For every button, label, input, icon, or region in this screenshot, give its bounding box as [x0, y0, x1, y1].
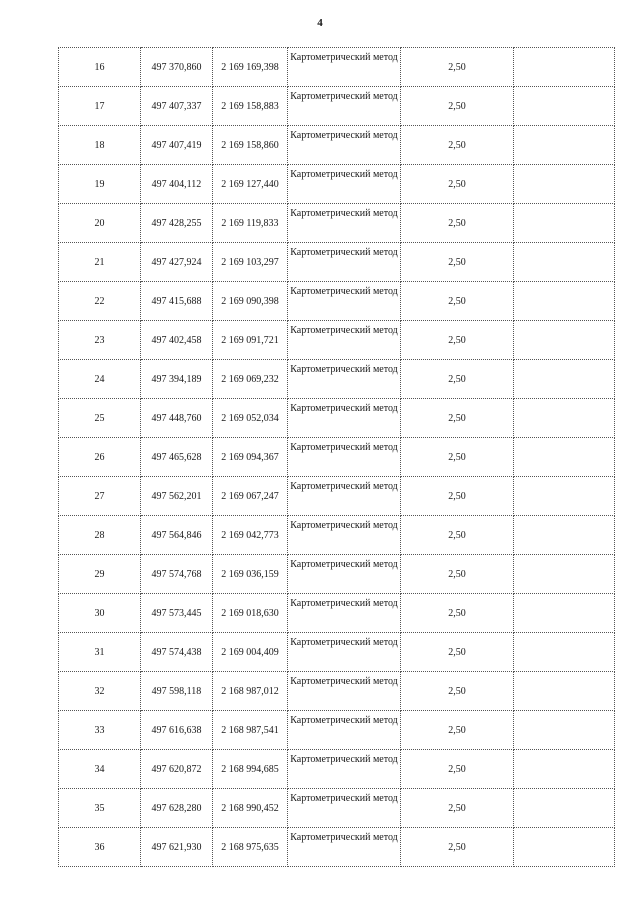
x-coordinate-cell: 497 427,924	[141, 243, 213, 282]
table-row	[59, 87, 615, 126]
method-cell: Картометрический метод	[288, 438, 401, 477]
precision-cell: 2,50	[401, 789, 514, 828]
table-row	[59, 243, 615, 282]
method-cell: Картометрический метод	[288, 555, 401, 594]
point-number-cell: 21	[59, 243, 141, 282]
x-coordinate-cell: 497 370,860	[141, 48, 213, 87]
method-cell: Картометрический метод	[288, 828, 401, 867]
point-number-cell: 29	[59, 555, 141, 594]
table-row	[59, 633, 615, 672]
method-cell: Картометрический метод	[288, 789, 401, 828]
x-coordinate-cell: 497 407,419	[141, 126, 213, 165]
x-coordinate-cell: 497 574,438	[141, 633, 213, 672]
point-number-cell: 18	[59, 126, 141, 165]
x-coordinate-cell: 497 562,201	[141, 477, 213, 516]
x-coordinate-cell: 497 564,846	[141, 516, 213, 555]
point-number-cell: 27	[59, 477, 141, 516]
note-cell	[514, 750, 615, 789]
point-number-cell: 23	[59, 321, 141, 360]
note-cell	[514, 516, 615, 555]
x-coordinate-cell: 497 621,930	[141, 828, 213, 867]
table-row	[59, 477, 615, 516]
y-coordinate-cell: 2 169 094,367	[213, 438, 288, 477]
precision-cell: 2,50	[401, 204, 514, 243]
table-row	[59, 750, 615, 789]
point-number-cell: 31	[59, 633, 141, 672]
y-coordinate-cell: 2 169 069,232	[213, 360, 288, 399]
x-coordinate-cell: 497 573,445	[141, 594, 213, 633]
x-coordinate-cell: 497 620,872	[141, 750, 213, 789]
x-coordinate-cell: 497 407,337	[141, 87, 213, 126]
y-coordinate-cell: 2 168 990,452	[213, 789, 288, 828]
table-row	[59, 165, 615, 204]
method-cell: Картометрический метод	[288, 399, 401, 438]
method-cell: Картометрический метод	[288, 126, 401, 165]
coordinates-table	[58, 47, 615, 867]
precision-cell: 2,50	[401, 516, 514, 555]
note-cell	[514, 789, 615, 828]
point-number-cell: 17	[59, 87, 141, 126]
table-row	[59, 516, 615, 555]
note-cell	[514, 321, 615, 360]
point-number-cell: 34	[59, 750, 141, 789]
x-coordinate-cell: 497 402,458	[141, 321, 213, 360]
method-cell: Картометрический метод	[288, 165, 401, 204]
precision-cell: 2,50	[401, 399, 514, 438]
point-number-cell: 36	[59, 828, 141, 867]
method-cell: Картометрический метод	[288, 204, 401, 243]
y-coordinate-cell: 2 168 987,541	[213, 711, 288, 750]
y-coordinate-cell: 2 169 036,159	[213, 555, 288, 594]
method-cell: Картометрический метод	[288, 516, 401, 555]
y-coordinate-cell: 2 169 119,833	[213, 204, 288, 243]
method-cell: Картометрический метод	[288, 87, 401, 126]
y-coordinate-cell: 2 169 018,630	[213, 594, 288, 633]
y-coordinate-cell: 2 169 090,398	[213, 282, 288, 321]
coordinates-table-body	[59, 48, 615, 867]
point-number-cell: 19	[59, 165, 141, 204]
table-row	[59, 282, 615, 321]
precision-cell: 2,50	[401, 750, 514, 789]
note-cell	[514, 360, 615, 399]
precision-cell: 2,50	[401, 165, 514, 204]
precision-cell: 2,50	[401, 321, 514, 360]
note-cell	[514, 633, 615, 672]
precision-cell: 2,50	[401, 594, 514, 633]
x-coordinate-cell: 497 465,628	[141, 438, 213, 477]
point-number-cell: 28	[59, 516, 141, 555]
point-number-cell: 32	[59, 672, 141, 711]
precision-cell: 2,50	[401, 828, 514, 867]
x-coordinate-cell: 497 415,688	[141, 282, 213, 321]
x-coordinate-cell: 497 394,189	[141, 360, 213, 399]
note-cell	[514, 672, 615, 711]
precision-cell: 2,50	[401, 477, 514, 516]
precision-cell: 2,50	[401, 633, 514, 672]
x-coordinate-cell: 497 598,118	[141, 672, 213, 711]
method-cell: Картометрический метод	[288, 750, 401, 789]
note-cell	[514, 282, 615, 321]
y-coordinate-cell: 2 169 052,034	[213, 399, 288, 438]
precision-cell: 2,50	[401, 672, 514, 711]
y-coordinate-cell: 2 169 067,247	[213, 477, 288, 516]
table-row	[59, 828, 615, 867]
y-coordinate-cell: 2 168 994,685	[213, 750, 288, 789]
method-cell: Картометрический метод	[288, 48, 401, 87]
precision-cell: 2,50	[401, 48, 514, 87]
precision-cell: 2,50	[401, 243, 514, 282]
note-cell	[514, 711, 615, 750]
method-cell: Картометрический метод	[288, 477, 401, 516]
page-number: 4	[317, 17, 323, 29]
point-number-cell: 33	[59, 711, 141, 750]
table-row	[59, 555, 615, 594]
method-cell: Картометрический метод	[288, 633, 401, 672]
point-number-cell: 16	[59, 48, 141, 87]
point-number-cell: 30	[59, 594, 141, 633]
note-cell	[514, 87, 615, 126]
method-cell: Картометрический метод	[288, 594, 401, 633]
note-cell	[514, 165, 615, 204]
precision-cell: 2,50	[401, 87, 514, 126]
y-coordinate-cell: 2 169 091,721	[213, 321, 288, 360]
y-coordinate-cell: 2 169 042,773	[213, 516, 288, 555]
point-number-cell: 20	[59, 204, 141, 243]
table-row	[59, 711, 615, 750]
table-row	[59, 204, 615, 243]
y-coordinate-cell: 2 169 158,860	[213, 126, 288, 165]
note-cell	[514, 555, 615, 594]
precision-cell: 2,50	[401, 711, 514, 750]
table-row	[59, 399, 615, 438]
note-cell	[514, 126, 615, 165]
x-coordinate-cell: 497 404,112	[141, 165, 213, 204]
method-cell: Картометрический метод	[288, 711, 401, 750]
table-row	[59, 438, 615, 477]
note-cell	[514, 438, 615, 477]
note-cell	[514, 204, 615, 243]
table-row	[59, 48, 615, 87]
note-cell	[514, 594, 615, 633]
note-cell	[514, 243, 615, 282]
y-coordinate-cell: 2 169 004,409	[213, 633, 288, 672]
precision-cell: 2,50	[401, 555, 514, 594]
table-row	[59, 789, 615, 828]
precision-cell: 2,50	[401, 126, 514, 165]
method-cell: Картометрический метод	[288, 282, 401, 321]
x-coordinate-cell: 497 628,280	[141, 789, 213, 828]
method-cell: Картометрический метод	[288, 321, 401, 360]
point-number-cell: 35	[59, 789, 141, 828]
x-coordinate-cell: 497 616,638	[141, 711, 213, 750]
note-cell	[514, 399, 615, 438]
y-coordinate-cell: 2 169 127,440	[213, 165, 288, 204]
note-cell	[514, 477, 615, 516]
point-number-cell: 22	[59, 282, 141, 321]
table-row	[59, 321, 615, 360]
precision-cell: 2,50	[401, 282, 514, 321]
precision-cell: 2,50	[401, 438, 514, 477]
method-cell: Картометрический метод	[288, 672, 401, 711]
table-row	[59, 360, 615, 399]
table-row	[59, 594, 615, 633]
y-coordinate-cell: 2 169 103,297	[213, 243, 288, 282]
x-coordinate-cell: 497 448,760	[141, 399, 213, 438]
precision-cell: 2,50	[401, 360, 514, 399]
method-cell: Картометрический метод	[288, 360, 401, 399]
method-cell: Картометрический метод	[288, 243, 401, 282]
y-coordinate-cell: 2 169 169,398	[213, 48, 288, 87]
table-row	[59, 672, 615, 711]
y-coordinate-cell: 2 168 987,012	[213, 672, 288, 711]
x-coordinate-cell: 497 574,768	[141, 555, 213, 594]
y-coordinate-cell: 2 168 975,635	[213, 828, 288, 867]
note-cell	[514, 828, 615, 867]
note-cell	[514, 48, 615, 87]
table-row	[59, 126, 615, 165]
point-number-cell: 26	[59, 438, 141, 477]
point-number-cell: 24	[59, 360, 141, 399]
y-coordinate-cell: 2 169 158,883	[213, 87, 288, 126]
point-number-cell: 25	[59, 399, 141, 438]
x-coordinate-cell: 497 428,255	[141, 204, 213, 243]
